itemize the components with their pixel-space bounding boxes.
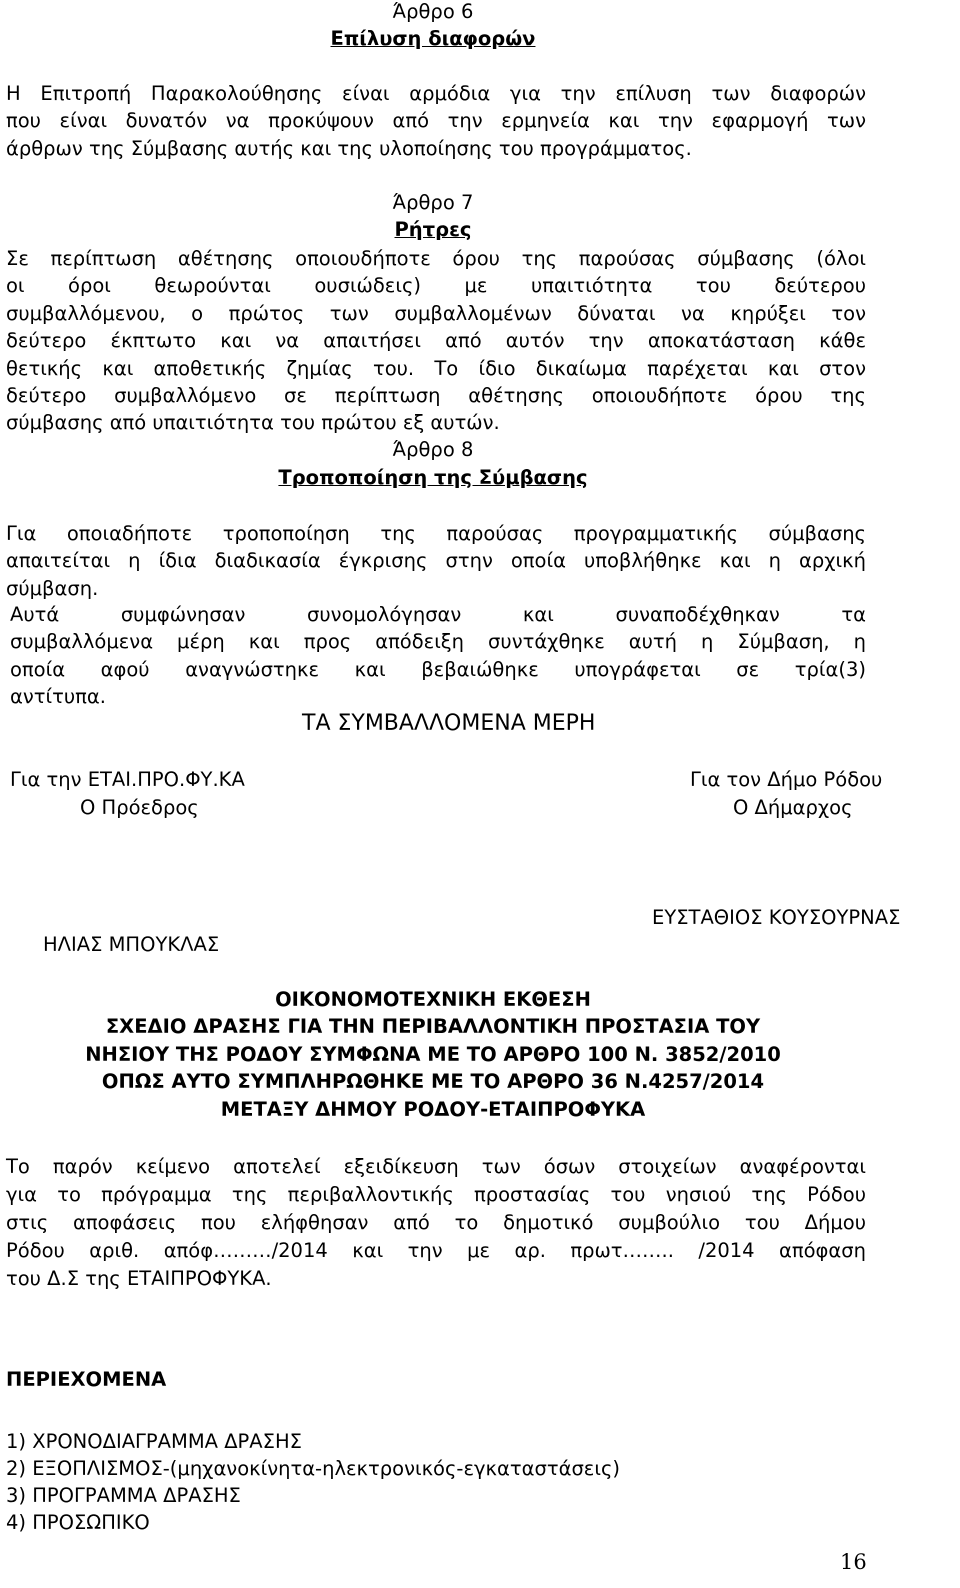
- report-title-line: ΣΧΕΔΙΟ ΔΡΑΣΗΣ ΓΙΑ ΤΗΝ ΠΕΡΙΒΑΛΛΟΝΤΙΚΗ ΠΡΟΣΤΑΣΙΑ ΤΟΥ: [105, 1015, 761, 1038]
- text-line: συμβαλλόμενα μέρη και προς απόδειξη συντάχθηκε αυτή η Σύμβαση, η: [10, 630, 866, 654]
- text-line: Για οποιαδήποτε τροποποίηση της παρούσας προγραμματικής σύμβασης: [6, 522, 866, 545]
- text-line: σύμβασης από υπαιτιότητα του πρώτου εξ αυτών.: [6, 411, 500, 435]
- article-6-number: Άρθρο 6: [392, 0, 474, 23]
- parties-heading: ΤΑ ΣΥΜΒΑΛΛΟΜΕΝΑ ΜΕΡΗ: [302, 711, 596, 736]
- text-line: άρθρων της Σύμβασης αυτής και της υλοποίησης του προγράμματος.: [6, 136, 692, 160]
- text-line: Το παρόν κείμενο αποτελεί εξειδίκευση των όσων στοιχείων αναφέρονται: [6, 1155, 866, 1178]
- right-party-role: Ο Δήμαρχος: [733, 796, 853, 819]
- report-title-line: ΟΠΩΣ ΑΥΤΟ ΣΥΜΠΛΗΡΩΘΗΚΕ ΜΕ ΤΟ ΑΡΘΡΟ 36 Ν.4257/2014: [101, 1070, 765, 1093]
- contents-item: 1) ΧΡΟΝΟΔΙΑΓΡΑΜΜΑ ΔΡΑΣΗΣ: [6, 1430, 302, 1453]
- text-line: οι όροι θεωρούνται ουσιώδεις) με υπαιτιότητα του δεύτερου: [6, 274, 866, 298]
- contents-heading: ΠΕΡΙΕΧΟΜΕΝΑ: [6, 1368, 167, 1391]
- left-party-label: Για την ΕΤΑΙ.ΠΡΟ.ΦΥ.ΚΑ: [10, 768, 245, 791]
- article-7-body: [6, 245, 866, 437]
- left-party-role: Ο Πρόεδρος: [80, 796, 199, 819]
- text-line: σύμβαση.: [6, 576, 99, 600]
- text-line: αντίτυπα.: [10, 685, 106, 709]
- text-line: που είναι δυνατόν να προκύψουν από την ερμηνεία και την εφαρμογή των: [6, 109, 866, 133]
- report-body: [6, 1153, 866, 1293]
- text-line: δεύτερο έκπτωτο και να απαιτήσει από αυτόν την αποκατάσταση κάθε: [6, 329, 866, 353]
- right-signatory-name: ΕΥΣΤΑΘΙΟΣ ΚΟΥΣΟΥΡΝΑΣ: [652, 906, 901, 929]
- closing-paragraph: [10, 601, 866, 711]
- article-7-number: Άρθρο 7: [392, 191, 474, 214]
- text-line: Ρόδου αριθ. απόφ………/2014 και την με αρ. πρωτ…….. /2014 απόφαση: [6, 1239, 866, 1262]
- report-title-line: ΜΕΤΑΞΥ ΔΗΜΟΥ ΡΟΔΟΥ-ΕΤΑΙΠΡΟΦΥΚΑ: [220, 1098, 646, 1121]
- text-line: του Δ.Σ της ΕΤΑΙΠΡΟΦΥΚΑ.: [6, 1267, 272, 1290]
- text-line: Σε περίπτωση αθέτησης οποιουδήποτε όρου της παρούσας σύμβασης (όλοι: [6, 247, 866, 270]
- report-title-line: ΟΙΚΟΝΟΜΟΤΕΧΝΙΚΗ ΕΚΘΕΣΗ: [275, 988, 591, 1011]
- contents-item: 3) ΠΡΟΓΡΑΜΜΑ ΔΡΑΣΗΣ: [6, 1484, 241, 1507]
- contents-item: 2) ΕΞΟΠΛΙΣΜΟΣ-(μηχανοκίνητα-ηλεκτρονικός-εγκαταστάσεις): [6, 1457, 620, 1480]
- article-6-body: [6, 80, 866, 162]
- text-line: Αυτά συμφώνησαν συνομολόγησαν και συναποδέχθηκαν τα: [10, 603, 866, 626]
- article-6-title: Επίλυση διαφορών: [330, 27, 536, 50]
- text-line: για το πρόγραμμα της περιβαλλοντικής προστασίας του νησιού της Ρόδου: [6, 1183, 866, 1206]
- text-line: οποία αφού αναγνώστηκε και βεβαιώθηκε υπογράφεται σε τρία(3): [10, 657, 866, 681]
- text-line: απαιτείται η ίδια διαδικασία έγκρισης στην οποία υποβλήθηκε και η αρχική: [6, 549, 866, 573]
- text-line: συμβαλλόμενου, ο πρώτος των συμβαλλομένων δύναται να κηρύξει τον: [6, 301, 866, 325]
- text-line: δεύτερο συμβαλλόμενο σε περίπτωση αθέτησης οποιουδήποτε όρου της: [6, 384, 866, 408]
- article-8-number: Άρθρο 8: [392, 438, 474, 461]
- contents-item: 4) ΠΡΟΣΩΠΙΚΟ: [6, 1511, 150, 1534]
- right-party-label: Για τον Δήμο Ρόδου: [690, 768, 883, 791]
- page-number: 16: [840, 1550, 867, 1574]
- text-line: Η Επιτροπή Παρακολούθησης είναι αρμόδια για την επίλυση των διαφορών: [6, 82, 866, 105]
- left-signatory-name: ΗΛΙΑΣ ΜΠΟΥΚΛΑΣ: [43, 933, 220, 956]
- text-line: θετικής και αποθετικής ζημίας του. Το ίδιο δικαίωμα παρέχεται και στον: [6, 356, 866, 380]
- article-7-title: Ρήτρες: [394, 218, 472, 241]
- article-8-title: Τροποποίηση της Σύμβασης: [278, 466, 588, 489]
- report-title-line: ΝΗΣΙΟΥ ΤΗΣ ΡΟΔΟΥ ΣΥΜΦΩΝΑ ΜΕ ΤΟ ΑΡΘΡΟ 100 Ν. 3852/2010: [85, 1043, 781, 1066]
- text-line: στις αποφάσεις που ελήφθησαν από το δημοτικό συμβούλιο του Δήμου: [6, 1211, 866, 1234]
- article-8-body: [6, 520, 866, 602]
